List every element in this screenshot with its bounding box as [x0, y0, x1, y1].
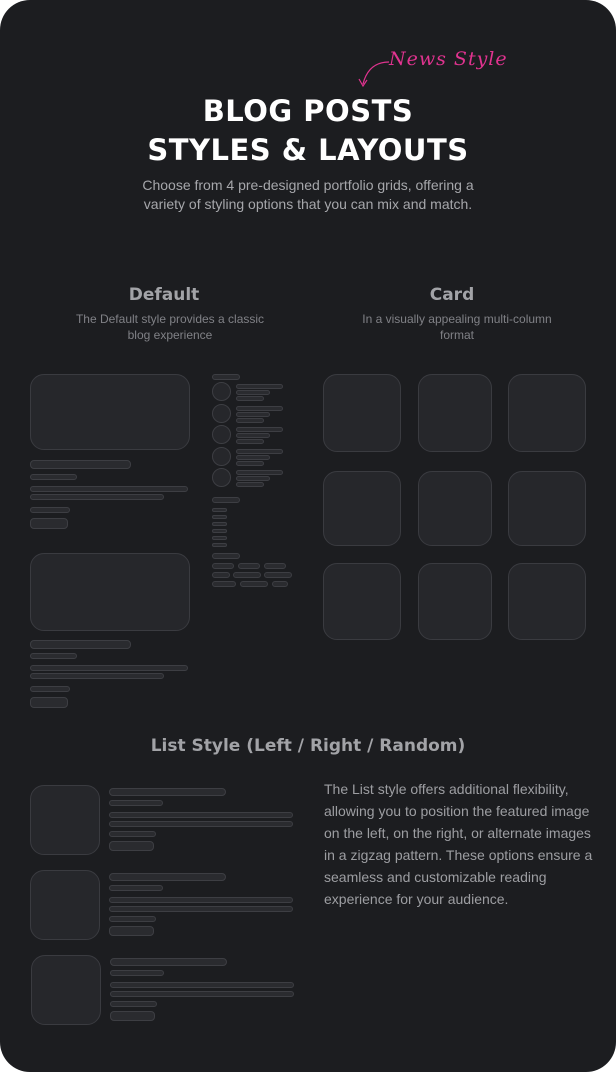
card-placeholder	[508, 471, 586, 546]
list-title-placeholder	[109, 873, 226, 881]
list-meta-placeholder	[110, 970, 164, 976]
sidebar-line-placeholder	[236, 482, 264, 487]
list-meta-placeholder	[109, 800, 163, 806]
sidebar-heading-placeholder	[212, 497, 240, 503]
read-more-placeholder	[30, 518, 68, 529]
list-meta-placeholder	[109, 831, 156, 837]
list-meta-placeholder	[109, 885, 163, 891]
list-text-placeholder	[109, 897, 293, 903]
tag-placeholder	[212, 563, 234, 569]
list-text-placeholder	[110, 982, 294, 988]
card-placeholder	[508, 374, 586, 452]
page-title-line-2: STYLES & LAYOUTS	[147, 133, 469, 167]
card-placeholder	[323, 374, 401, 452]
page-title-line-1: BLOG POSTS	[202, 94, 414, 128]
list-button-placeholder	[109, 926, 154, 936]
sidebar-line-placeholder	[212, 515, 227, 519]
card-style-description: In a visually appealing multi-column format	[362, 312, 552, 342]
list-text-placeholder	[109, 821, 293, 827]
card-placeholder	[418, 374, 492, 452]
post-image-placeholder	[30, 374, 190, 450]
sidebar-heading-placeholder	[212, 553, 240, 559]
thumb-placeholder	[212, 404, 231, 423]
sidebar-line-placeholder	[236, 390, 270, 395]
list-meta-placeholder	[110, 1001, 157, 1007]
list-text-placeholder	[109, 812, 293, 818]
sidebar-line-placeholder	[236, 396, 264, 401]
sidebar-line-placeholder	[236, 449, 283, 454]
sidebar-line-placeholder	[236, 427, 283, 432]
post-image-placeholder	[30, 553, 190, 631]
sidebar-line-placeholder	[236, 412, 270, 417]
list-button-placeholder	[110, 1011, 155, 1021]
sidebar-line-placeholder	[212, 529, 227, 533]
sidebar-line-placeholder	[212, 508, 227, 512]
list-text-placeholder	[109, 906, 293, 912]
post-text-placeholder	[30, 673, 164, 679]
default-style-title: Default	[128, 285, 200, 305]
list-image-placeholder	[30, 785, 100, 855]
sidebar-line-placeholder	[236, 439, 264, 444]
list-style-description: The List style offers additional flexibility, allowing you to position the featured image on the left, on the right, or alternate images in a zigzag pattern. These options ensure a seamless and customizable reading experience for your audience.	[324, 781, 593, 907]
thumb-placeholder	[212, 425, 231, 444]
post-text-placeholder	[30, 494, 164, 500]
card-style-title: Card	[429, 285, 475, 305]
sidebar-line-placeholder	[236, 406, 283, 411]
sidebar-heading-placeholder	[212, 374, 240, 380]
read-more-placeholder	[30, 697, 68, 708]
list-button-placeholder	[109, 841, 154, 851]
post-text-placeholder	[30, 486, 188, 492]
post-text-placeholder	[30, 665, 188, 671]
card-placeholder	[323, 563, 401, 640]
page-subtitle: Choose from 4 pre-designed portfolio grids, offering a variety of styling options that you can mix and match.	[142, 177, 474, 212]
list-meta-placeholder	[109, 916, 156, 922]
post-title-placeholder	[30, 460, 131, 469]
tag-placeholder	[264, 572, 292, 578]
sidebar-line-placeholder	[236, 384, 283, 389]
thumb-placeholder	[212, 468, 231, 487]
sidebar-line-placeholder	[212, 522, 227, 526]
card-placeholder	[323, 471, 401, 546]
tag-placeholder	[212, 581, 236, 587]
sidebar-line-placeholder	[236, 433, 270, 438]
post-meta-placeholder	[30, 686, 70, 692]
list-image-placeholder	[31, 955, 101, 1025]
sidebar-line-placeholder	[236, 476, 270, 481]
thumb-placeholder	[212, 382, 231, 401]
sidebar-line-placeholder	[212, 543, 227, 547]
news-style-badge	[355, 46, 525, 96]
tag-placeholder	[233, 572, 261, 578]
badge-label: News Style	[389, 48, 508, 70]
tag-placeholder	[240, 581, 268, 587]
list-style-title: List Style (Left / Right / Random)	[150, 736, 466, 756]
post-title-placeholder	[30, 640, 131, 649]
tag-placeholder	[264, 563, 286, 569]
list-image-placeholder	[30, 870, 100, 940]
post-meta-placeholder	[30, 653, 77, 659]
sidebar-line-placeholder	[212, 536, 227, 540]
list-title-placeholder	[110, 958, 227, 966]
list-title-placeholder	[109, 788, 226, 796]
sidebar-line-placeholder	[236, 470, 283, 475]
card-placeholder	[508, 563, 586, 640]
sidebar-line-placeholder	[236, 461, 264, 466]
sidebar-line-placeholder	[236, 455, 270, 460]
card-placeholder	[418, 563, 492, 640]
tag-placeholder	[212, 572, 230, 578]
post-meta-placeholder	[30, 507, 70, 513]
sidebar-line-placeholder	[236, 418, 264, 423]
card-placeholder	[418, 471, 492, 546]
tag-placeholder	[272, 581, 288, 587]
tag-placeholder	[238, 563, 260, 569]
thumb-placeholder	[212, 447, 231, 466]
default-style-description: The Default style provides a classic blog experience	[75, 312, 265, 342]
post-meta-placeholder	[30, 474, 77, 480]
list-text-placeholder	[110, 991, 294, 997]
